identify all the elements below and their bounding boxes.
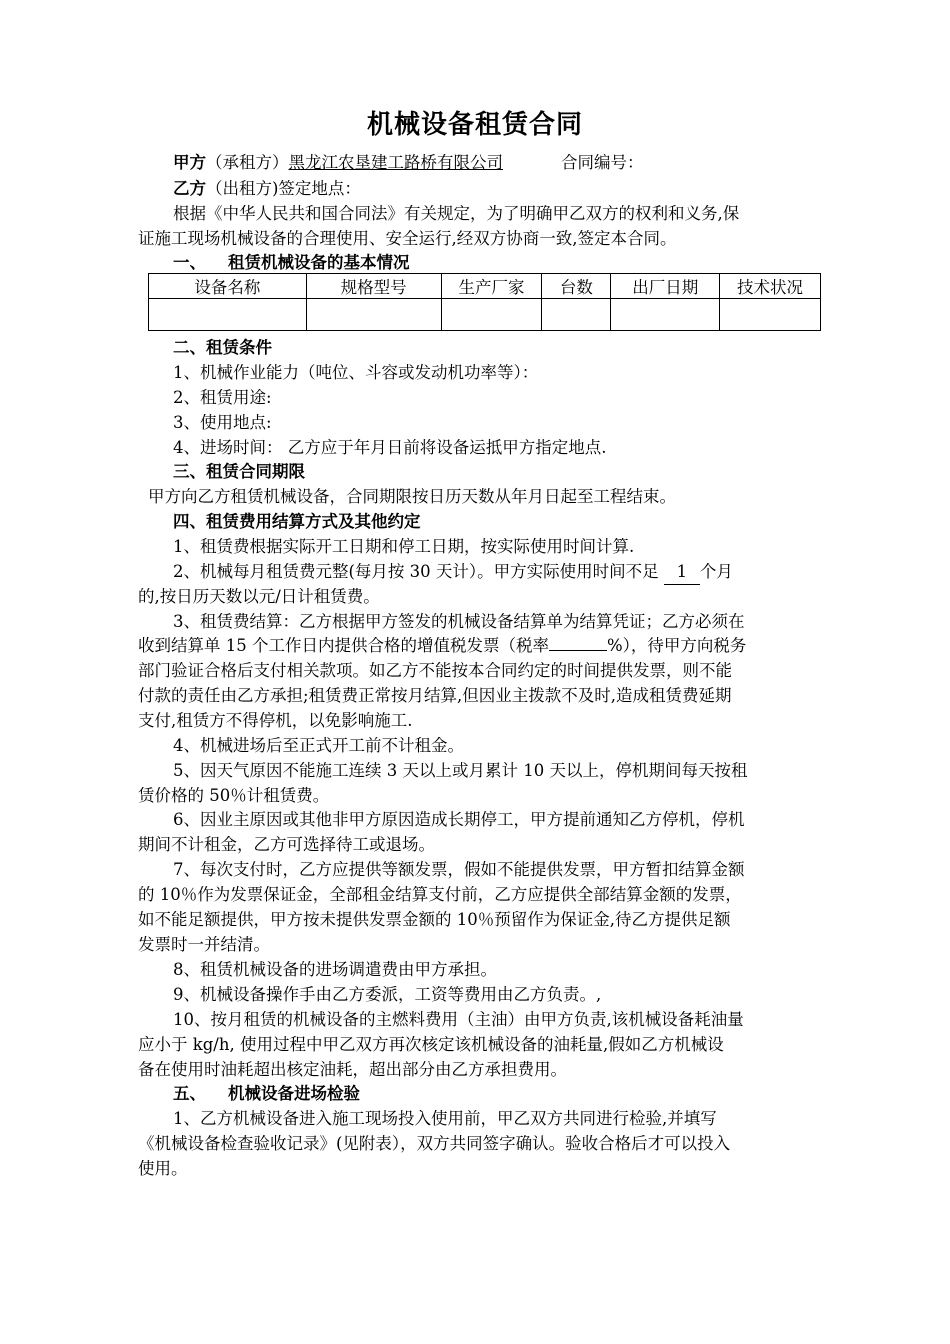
section-2-item-1: 1、机械作业能力（吨位、斗容或发动机功率等）： bbox=[173, 363, 539, 382]
section-4-clause-2 bbox=[173, 560, 838, 585]
table-cell bbox=[149, 299, 307, 331]
section-5-clause-1-line-3: 使用。 bbox=[138, 1159, 188, 1178]
section-4-clause-3-line-4: 付款的责任由乙方承担;租赁费正常按月结算,但因业主拨款不及时,造成租赁费延期 bbox=[138, 686, 732, 705]
section-4-clause-5: 5、因天气原因不能施工连续 3 天以上或月累计 10 天以上，停机期间每天按租 bbox=[173, 761, 748, 780]
party-a-name: 黑龙江农垦建工路桥有限公司 bbox=[288, 153, 503, 172]
table-header-cell: 技术状况 bbox=[720, 274, 821, 299]
section-1-title: 租赁机械设备的基本情况 bbox=[228, 253, 410, 272]
section-2-item-2: 2、租赁用途: bbox=[173, 388, 272, 407]
section-5-title: 机械设备进场检验 bbox=[228, 1084, 360, 1103]
table-header-cell: 台数 bbox=[542, 274, 611, 299]
section-2-item-3: 3、使用地点: bbox=[173, 413, 272, 432]
equipment-table bbox=[148, 273, 821, 331]
table-header-cell: 出厂日期 bbox=[611, 274, 720, 299]
section-4-clause-6: 6、因业主原因或其他非甲方原因造成长期停工，甲方提前通知乙方停机，停机 bbox=[173, 810, 745, 829]
clause-3-text-cont: %），待甲方向税务 bbox=[607, 636, 747, 655]
section-4-clause-9: 9、机械设备操作手由乙方委派，工资等费用由乙方负责。, bbox=[173, 985, 602, 1004]
equipment-table-header bbox=[149, 274, 821, 299]
party-b-line bbox=[173, 177, 838, 201]
section-5-clause-1: 1、乙方机械设备进入施工现场投入使用前，甲乙双方共同进行检验,并填写 bbox=[173, 1109, 717, 1128]
intro-line-2: 证施工现场机械设备的合理使用、安全运行,经双方协商一致,签定本合同。 bbox=[138, 229, 677, 248]
section-4-clause-7: 7、每次支付时，乙方应提供等额发票，假如不能提供发票，甲方暂扣结算金额 bbox=[173, 860, 745, 879]
section-4-heading: 四、租赁费用结算方式及其他约定 bbox=[173, 512, 421, 531]
document-title: 机械设备租赁合同 bbox=[366, 110, 583, 140]
section-3-text: 甲方向乙方租赁机械设备，合同期限按日历天数从年月日起至工程结束。 bbox=[148, 487, 676, 506]
section-4-clause-6-cont: 期间不计租金，乙方可选择待工或退场。 bbox=[138, 835, 435, 854]
section-4-clause-10: 10、按月租赁的机械设备的主燃料费用（主油）由甲方负责,该机械设备耗油量 bbox=[173, 1010, 744, 1029]
section-4-clause-8: 8、租赁机械设备的进场调遣费由甲方承担。 bbox=[173, 960, 497, 979]
section-5-number: 五、 bbox=[173, 1084, 206, 1103]
section-4-clause-2-cont: 的,按日历天数以元/日计租赁费。 bbox=[138, 587, 380, 606]
party-a-role: （承租方） bbox=[206, 153, 289, 172]
section-4-clause-7-line-4: 发票时一并结清。 bbox=[138, 935, 270, 954]
section-4-clause-10-line-3: 备在使用时油耗超出核定油耗，超出部分由乙方承担费用。 bbox=[138, 1060, 567, 1079]
section-4-clause-3-line-5: 支付,租赁方不得停机，以免影响施工. bbox=[138, 711, 413, 730]
section-5-heading bbox=[173, 1082, 838, 1106]
table-cell bbox=[611, 299, 720, 331]
party-a-label: 甲方 bbox=[173, 153, 206, 172]
clause-2-text: 2、机械每月租赁费元整(每月按 30 天计）。甲方实际使用时间不足 bbox=[173, 562, 664, 581]
section-4-clause-10-line-2: 应小于 kg/h, 使用过程中甲乙双方再次核定该机械设备的油耗量,假如乙方机械设 bbox=[138, 1035, 724, 1054]
section-2-item-4: 4、进场时间： 乙方应于年月日前将设备运抵甲方指定地点. bbox=[173, 438, 607, 457]
intro-line-1: 根据《中华人民共和国合同法》有关规定，为了明确甲乙双方的权利和义务,保 bbox=[173, 204, 740, 223]
section-4-clause-4: 4、机械进场后至正式开工前不计租金。 bbox=[173, 736, 464, 755]
party-b-label: 乙方 bbox=[173, 179, 206, 198]
section-4-clause-1: 1、租赁费根据实际开工日期和停工日期，按实际使用时间计算. bbox=[173, 537, 635, 556]
section-4-clause-7-line-3: 如不能足额提供，甲方按未提供发票金额的 10％预留作为保证金,待乙方提供足额 bbox=[138, 910, 731, 929]
section-4-clause-5-cont: 赁价格的 50％计租赁费。 bbox=[138, 786, 330, 805]
tax-rate-blank bbox=[549, 650, 607, 651]
table-cell bbox=[441, 299, 542, 331]
party-a-line bbox=[173, 151, 838, 175]
section-3-heading: 三、租赁合同期限 bbox=[173, 462, 305, 481]
table-header-cell: 设备名称 bbox=[149, 274, 307, 299]
section-4-clause-7-line-2: 的 10％作为发票保证金，全部租金结算支付前，乙方应提供全部结算金额的发票， bbox=[138, 885, 742, 904]
section-4-clause-3: 3、租赁费结算：乙方根据甲方签发的机械设备结算单为结算凭证；乙方必须在 bbox=[173, 612, 745, 631]
section-4-clause-3-line-3: 部门验证合格后支付相关款项。如乙方不能按本合同约定的时间提供发票，则不能 bbox=[138, 661, 732, 680]
section-4-clause-3-line-2 bbox=[138, 634, 838, 658]
table-cell bbox=[720, 299, 821, 331]
clause-3-text: 收到结算单 15 个工作日内提供合格的增值税发票（税率 bbox=[138, 636, 549, 655]
section-1-heading bbox=[173, 251, 838, 275]
table-row bbox=[149, 299, 821, 331]
table-cell bbox=[306, 299, 441, 331]
clause-2-unit: 个月 bbox=[699, 562, 733, 581]
months-blank: 1 bbox=[664, 560, 700, 585]
table-header-cell: 规格型号 bbox=[306, 274, 441, 299]
table-cell bbox=[542, 299, 611, 331]
party-b-role: （出租方)签定地点： bbox=[206, 179, 361, 198]
section-2-heading: 二、租赁条件 bbox=[173, 338, 272, 357]
table-header-cell: 生产厂家 bbox=[441, 274, 542, 299]
section-5-clause-1-line-2: 《机械设备检查验收记录》(见附表），双方共同签字确认。验收合格后才可以投入 bbox=[138, 1134, 731, 1153]
section-1-number: 一、 bbox=[173, 253, 206, 272]
contract-number-label: 合同编号： bbox=[561, 153, 644, 172]
